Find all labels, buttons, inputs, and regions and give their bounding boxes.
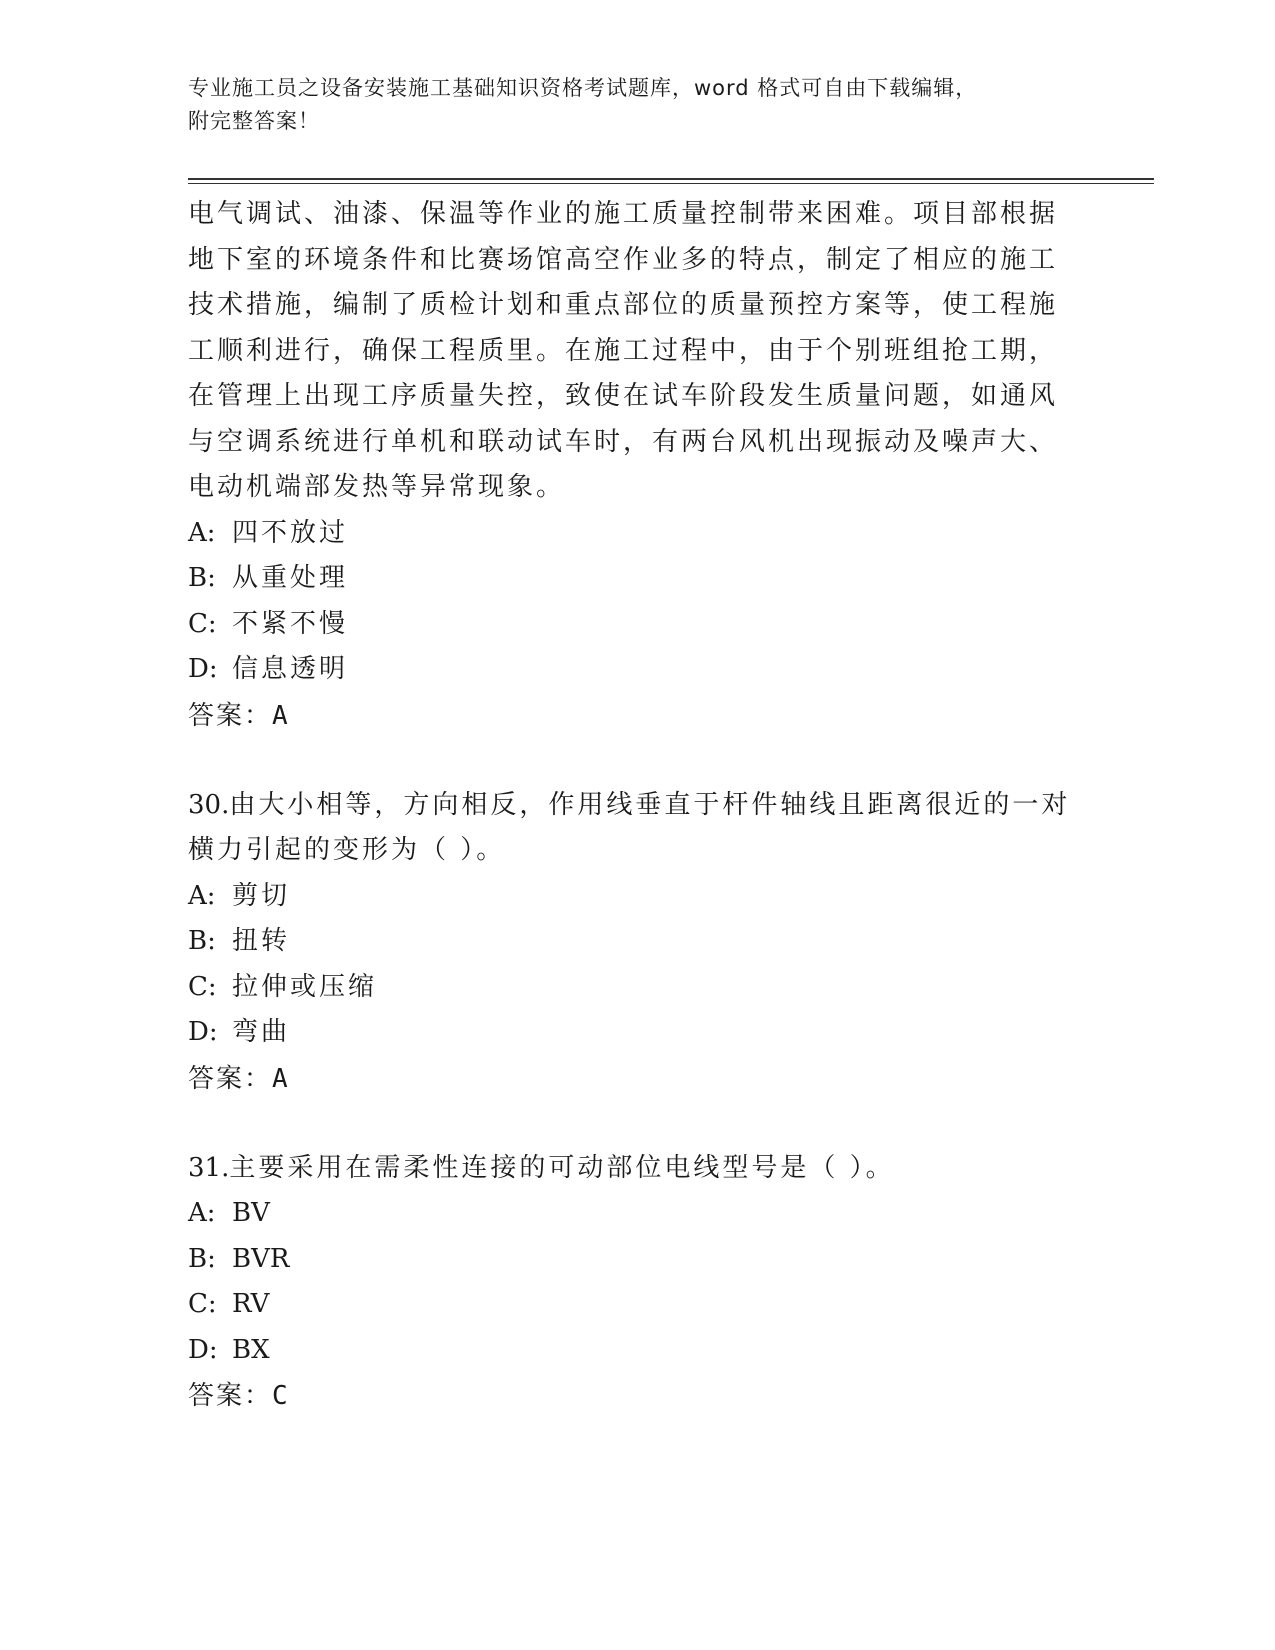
question-text <box>188 192 1088 511</box>
option-text: 剪切 <box>232 880 291 911</box>
option-text: 弯曲 <box>232 1017 291 1047</box>
option-a <box>188 511 1088 557</box>
option-letter: B: <box>188 926 216 956</box>
question-text <box>188 783 1088 874</box>
question-number: 31. <box>188 1152 230 1183</box>
question-line: 工顺利进行，确保工程质里。在施工过程中，由于个别班组抢工期， <box>188 335 1059 366</box>
option-c <box>188 1282 1088 1328</box>
option-text: 扭转 <box>232 926 291 956</box>
option-letter: C: <box>188 1289 217 1319</box>
option-letter: A: <box>188 517 216 548</box>
question-line: 技术措施，编制了质检计划和重点部位的质量预控方案等，使工程施 <box>188 290 1059 320</box>
question-line: 电动机端部发热等异常现象。 <box>188 472 566 502</box>
answer-line <box>188 693 1088 739</box>
option-text: RV <box>232 1289 270 1319</box>
option-letter: D: <box>188 654 218 684</box>
question-line: 电气调试、油漆、保温等作业的施工质量控制带来困难。项目部根据 <box>188 199 1059 229</box>
option-text: BVR <box>232 1243 290 1274</box>
option-b <box>188 1237 1088 1283</box>
option-text: 信息透明 <box>232 654 349 684</box>
answer-line <box>188 1056 1088 1102</box>
option-letter: A: <box>188 880 216 911</box>
option-letter: B: <box>188 563 216 593</box>
question-block <box>188 192 1088 739</box>
option-letter: C: <box>188 608 217 639</box>
question-content <box>188 192 1088 1419</box>
answer-value: A <box>272 1063 288 1094</box>
question-number: 30. <box>188 789 230 820</box>
option-a <box>188 874 1088 920</box>
option-text: BV <box>232 1198 270 1228</box>
header-line-2: 附完整答案！ <box>188 109 320 133</box>
question-line: 横力引起的变形为（ ）。 <box>188 835 506 865</box>
block-spacer <box>188 739 1088 783</box>
document-header <box>188 72 1068 138</box>
answer-label: 答案： <box>188 700 273 731</box>
question-line-text: 由大小相等，方向相反，作用线垂直于杆件轴线且距离很近的一对 <box>229 789 1071 820</box>
question-line: 地下室的环境条件和比赛场馆高空作业多的特点，制定了相应的施工 <box>188 244 1059 275</box>
answer-value: C <box>272 1381 288 1411</box>
option-c <box>188 965 1088 1011</box>
header-rule-thick <box>188 178 1154 180</box>
option-a <box>188 1191 1088 1237</box>
answer-label: 答案： <box>188 1381 273 1411</box>
option-b <box>188 556 1088 602</box>
question-line <box>188 783 1088 829</box>
answer-label: 答案： <box>188 1063 273 1094</box>
option-c <box>188 602 1088 648</box>
option-text: 不紧不慢 <box>232 608 349 639</box>
answer-value: A <box>272 700 288 731</box>
option-text: 拉伸或压缩 <box>232 971 378 1002</box>
answer-line <box>188 1373 1088 1419</box>
option-letter: D: <box>188 1334 218 1365</box>
option-letter: B: <box>188 1243 216 1274</box>
option-letter: C: <box>188 971 217 1002</box>
header-rule-thin <box>188 183 1154 184</box>
question-line: 在管理上出现工序质量失控，致使在试车阶段发生质量问题，如通风 <box>188 381 1059 411</box>
question-block <box>188 783 1088 1102</box>
question-block <box>188 1146 1088 1420</box>
option-b <box>188 919 1088 965</box>
block-spacer <box>188 1102 1088 1146</box>
question-text <box>188 1146 1088 1192</box>
option-d <box>188 1328 1088 1374</box>
option-d <box>188 647 1088 693</box>
question-line <box>188 1146 1088 1192</box>
option-text: BX <box>232 1334 270 1365</box>
option-d <box>188 1010 1088 1056</box>
question-line-text: 主要采用在需柔性连接的可动部位电线型号是（ ）。 <box>229 1152 895 1183</box>
question-line: 与空调系统进行单机和联动试车时，有两台风机出现振动及噪声大、 <box>188 426 1059 457</box>
option-text: 四不放过 <box>232 517 349 548</box>
header-line-1: 专业施工员之设备安装施工基础知识资格考试题库，word 格式可自由下载编辑， <box>188 76 978 100</box>
option-letter: D: <box>188 1017 218 1047</box>
option-text: 从重处理 <box>232 563 349 593</box>
option-letter: A: <box>188 1198 216 1228</box>
